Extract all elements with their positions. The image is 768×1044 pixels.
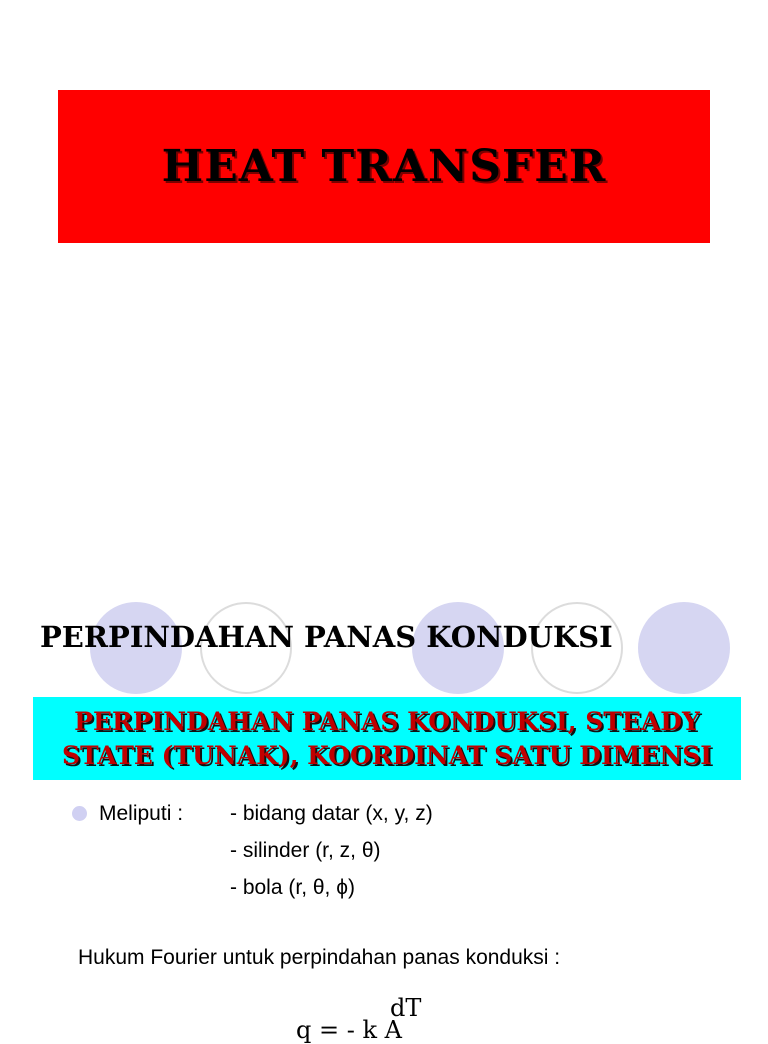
subtitle-banner bbox=[33, 697, 741, 780]
geometry-item-sphere: - bola (r, θ, ϕ) bbox=[230, 876, 355, 899]
formula-main: q = - k A bbox=[296, 1016, 402, 1044]
geometry-list bbox=[230, 800, 433, 906]
decorative-circle-5 bbox=[638, 602, 730, 694]
bullet-label: Meliputi : bbox=[99, 802, 184, 825]
geometry-item-plane: - bidang datar (x, y, z) bbox=[230, 802, 433, 825]
banner-line-1: PERPINDAHAN PANAS KONDUKSI, STEADY bbox=[74, 707, 700, 736]
banner-line-2: STATE (TUNAK), KOORDINAT SATU DIMENSI bbox=[62, 741, 712, 770]
fourier-law-text: Hukum Fourier untuk perpindahan panas konduksi : bbox=[78, 946, 561, 969]
formula-numerator: dT bbox=[390, 994, 422, 1022]
title-banner bbox=[58, 90, 710, 243]
slide-2 bbox=[0, 560, 768, 1044]
geometry-item-cylinder: - silinder (r, z, θ) bbox=[230, 839, 381, 862]
bullet-dot-icon bbox=[72, 806, 87, 821]
bullet-list-item bbox=[72, 800, 433, 906]
slide-heading: PERPINDAHAN PANAS KONDUKSI bbox=[40, 620, 613, 654]
slide-title: HEAT TRANSFER bbox=[161, 141, 607, 192]
fourier-formula bbox=[296, 994, 456, 1044]
